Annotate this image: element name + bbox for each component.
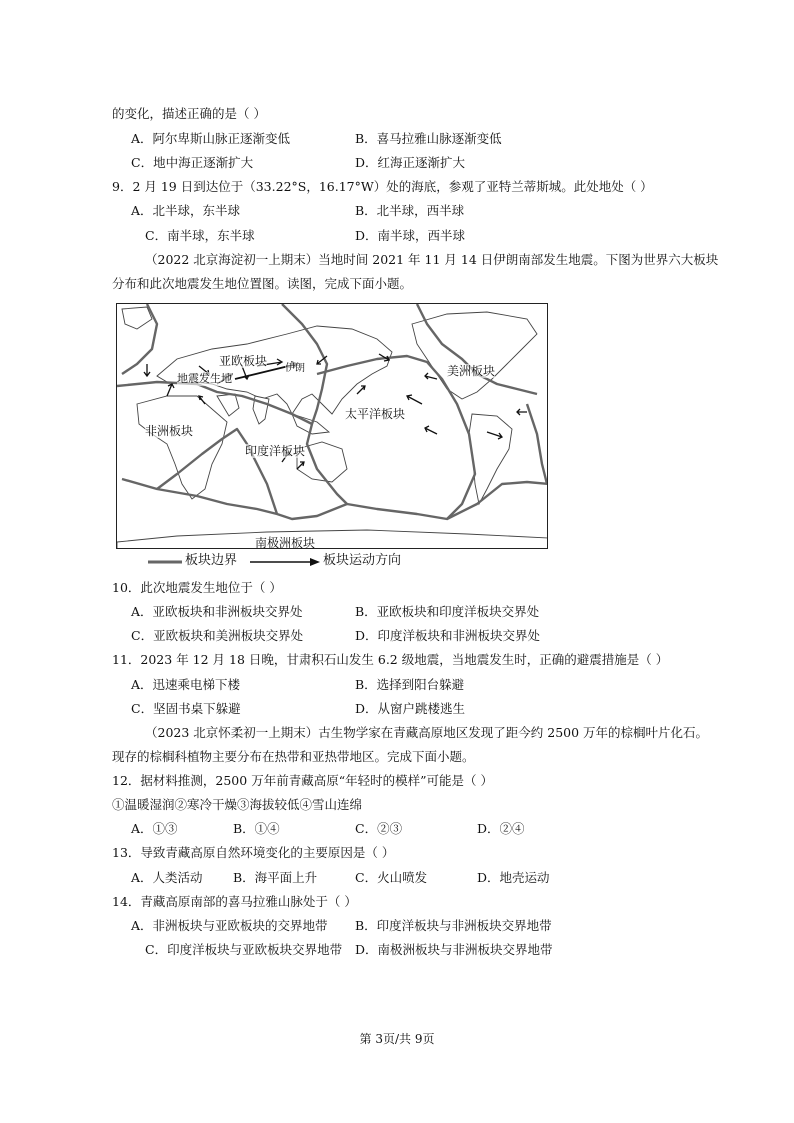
q10-option-a: A．亚欧板块和非洲板块交界处 xyxy=(131,604,303,619)
intro2-line2: 现存的棕榈科植物主要分布在热带和亚热带地区。完成下面小题。 xyxy=(112,749,475,764)
q12-option-c: C．②③ xyxy=(355,821,403,836)
landmass-south-america xyxy=(469,414,512,504)
q8-option-b: B．喜马拉雅山脉逐渐变低 xyxy=(355,131,502,146)
q13-option-d: D．地壳运动 xyxy=(477,870,550,885)
motion-arrow xyxy=(425,426,437,434)
q9-stem: 9．2 月 19 日到达位于（33.22°S，16.17°W）处的海底，参观了亚特兰蒂斯城。此处地处（ ） xyxy=(112,179,653,194)
boundary-line xyxy=(122,479,347,519)
label-indian-plate: 印度洋板块 xyxy=(245,444,306,458)
landmass-north-america xyxy=(412,312,537,399)
motion-arrow xyxy=(517,409,527,415)
q13-option-b: B．海平面上升 xyxy=(233,870,318,885)
q12-option-d: D．②④ xyxy=(477,821,525,836)
page-number: 第 3页/共 9页 xyxy=(359,1032,435,1046)
plate-map xyxy=(116,303,548,549)
q13-stem: 13．导致青藏高原自然环境变化的主要原因是（ ） xyxy=(112,845,395,860)
label-american-plate: 美洲板块 xyxy=(447,364,496,378)
motion-arrow xyxy=(357,386,365,394)
landmass-greenland xyxy=(122,307,152,329)
q11-option-b: B．选择到阳台躲避 xyxy=(355,677,465,692)
q10-option-c: C．亚欧板块和美洲板块交界处 xyxy=(131,628,304,643)
q8-option-c: C．地中海正逐渐扩大 xyxy=(131,155,254,170)
q10-stem: 10．此次地震发生地位于（ ） xyxy=(112,580,282,595)
q9-option-a: A．北半球，东半球 xyxy=(131,203,241,218)
legend-boundary-label: 板块边界 xyxy=(185,553,238,568)
q14-option-d: D．南极洲板块与非洲板块交界地带 xyxy=(355,942,553,957)
q8-option-a: A．阿尔卑斯山脉正逐渐变低 xyxy=(131,131,291,146)
motion-arrow xyxy=(144,364,150,376)
label-antarctic-plate: 南极洲板块 xyxy=(255,536,316,549)
q12-option-b: B．①④ xyxy=(233,821,280,836)
legend-boundary-swatch xyxy=(148,557,182,567)
landmass-africa xyxy=(137,396,227,499)
q11-option-c: C．坚固书桌下躲避 xyxy=(131,701,241,716)
q14-option-b: B．印度洋板块与非洲板块交界地带 xyxy=(355,918,552,933)
q13-option-a: A．人类活动 xyxy=(131,870,203,885)
q12-choices: ①温暖湿润②寒冷干燥③海拔较低④雪山连绵 xyxy=(112,797,363,812)
q12-stem: 12．据材料推测，2500 万年前青藏高原“年轻时的模样”可能是（ ） xyxy=(112,773,493,788)
q9-option-b: B．北半球，西半球 xyxy=(355,203,465,218)
intro1-line1: （2022 北京海淀初一上期末）当地时间 2021 年 11 月 14 日伊朗南部发生地震。下图为世界六大板块 xyxy=(145,252,719,267)
q10-option-d: D．印度洋板块和非洲板块交界处 xyxy=(355,628,541,643)
boundary-line xyxy=(347,482,548,519)
landmass-antarctica xyxy=(117,530,548,549)
label-african-plate: 非洲板块 xyxy=(145,424,194,438)
q10-option-b: B．亚欧板块和印度洋板块交界处 xyxy=(355,604,540,619)
q11-option-a: A．迅速乘电梯下楼 xyxy=(131,677,241,692)
intro2-line1: （2023 北京怀柔初一上期末）古生物学家在青藏高原地区发现了距今约 2500 万年的棕榈叶片化石。 xyxy=(145,725,709,740)
q14-option-a: A．非洲板块与亚欧板块的交界地带 xyxy=(131,918,328,933)
q8-option-d: D．红海正逐渐扩大 xyxy=(355,155,466,170)
q9-option-c: C．南半球，东半球 xyxy=(145,228,255,243)
boundary-line xyxy=(527,404,547,484)
q9-option-d: D．南半球，西半球 xyxy=(355,228,466,243)
landmass-arabia xyxy=(217,394,239,416)
q11-option-d: D．从窗户跳楼逃生 xyxy=(355,701,466,716)
intro1-line2: 分布和此次地震发生地位置图。读图，完成下面小题。 xyxy=(112,276,413,291)
motion-arrow xyxy=(407,395,422,404)
motion-arrow xyxy=(167,384,174,396)
q12-option-a: A．①③ xyxy=(131,821,178,836)
q14-option-c: C．印度洋板块与亚欧板块交界地带 xyxy=(145,942,343,957)
label-quake-site: 地震发生地 xyxy=(177,372,232,385)
label-iran: 伊朗 xyxy=(285,363,305,374)
label-eurasian-plate: 亚欧板块 xyxy=(219,354,268,368)
q13-option-c: C．火山喷发 xyxy=(355,870,428,885)
q8-stem: 的变化，描述正确的是（ ） xyxy=(112,106,266,121)
motion-arrow xyxy=(425,373,437,379)
legend-direction-label: 板块运动方向 xyxy=(323,553,402,568)
q14-stem: 14．青藏高原南部的喜马拉雅山脉处于（ ） xyxy=(112,894,357,909)
label-pacific-plate: 太平洋板块 xyxy=(345,407,406,421)
q11-stem: 11．2023 年 12 月 18 日晚，甘肃积石山发生 6.2 级地震，当地震发生时，正确的避震措施是（ ） xyxy=(112,652,669,667)
legend-arrow-swatch xyxy=(250,556,322,568)
